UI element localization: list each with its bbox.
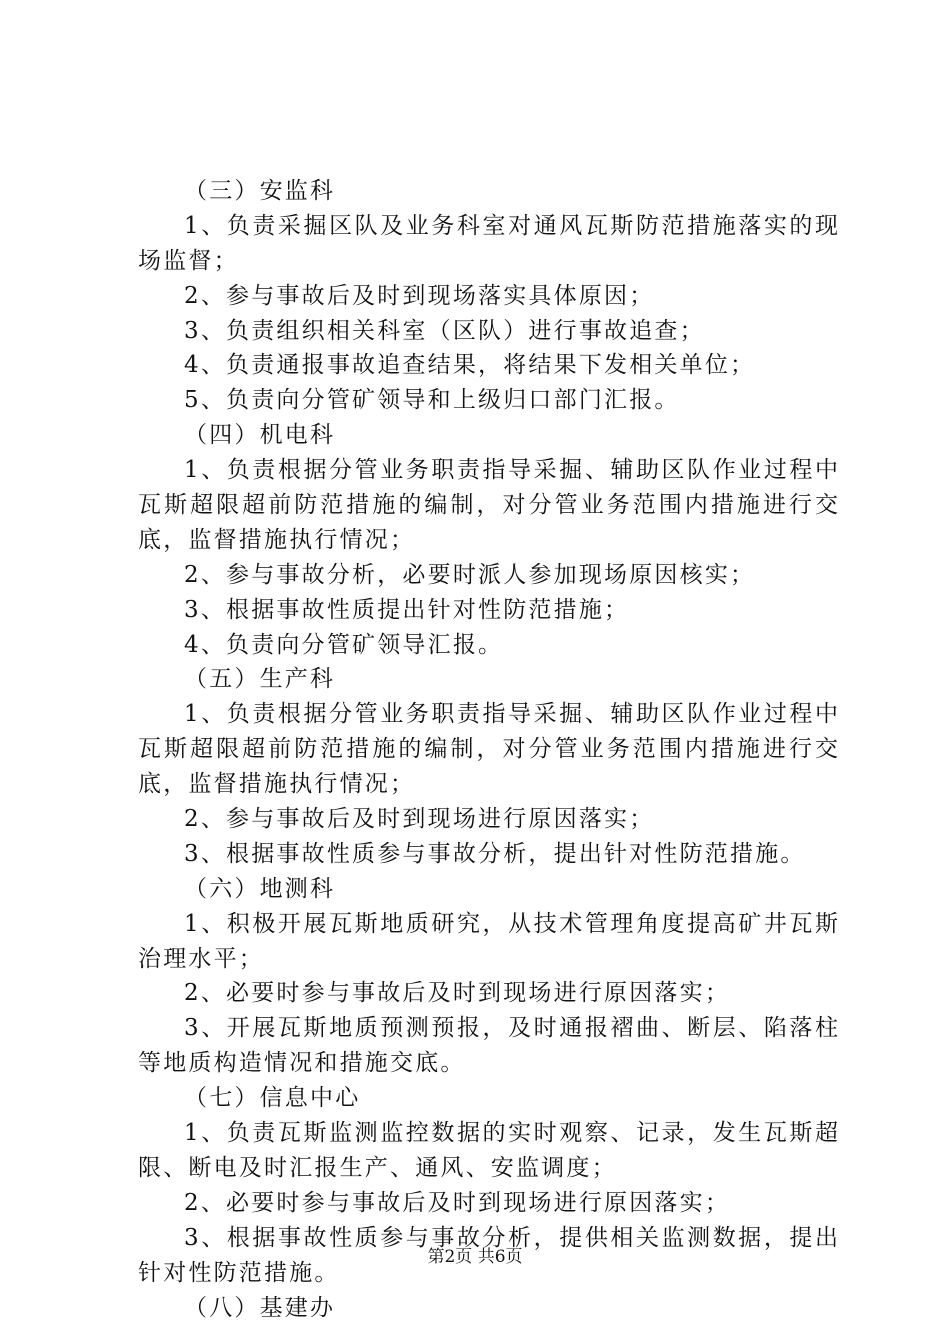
list-item: 2、必要时参与事故后及时到现场进行原因落实；: [184, 980, 731, 1007]
section-heading: （六）地测科: [184, 875, 336, 902]
section-heading: （四）机电科: [184, 422, 336, 449]
list-item-continuation: 瓦斯超限超前防范措施的编制，对分管业务范围内措施进行交: [138, 736, 838, 763]
list-item-continuation: 针对性防范措施。: [138, 1259, 340, 1286]
list-item: 3、开展瓦斯地质预测预报，及时通报褶曲、断层、陷落柱: [184, 1015, 838, 1042]
list-item: 3、根据事故性质参与事故分析，提供相关监测数据，提出: [184, 1224, 838, 1251]
list-item-continuation: 底，监督措施执行情况；: [138, 771, 416, 798]
list-item-continuation: 瓦斯超限超前防范措施的编制，对分管业务范围内措施进行交: [138, 492, 838, 519]
list-item: 4、负责向分管矿领导汇报。: [184, 631, 504, 658]
list-item: 4、负责通报事故追查结果，将结果下发相关单位；: [184, 352, 756, 379]
list-item: 3、根据事故性质参与事故分析，提出针对性防范措施。: [184, 840, 806, 867]
list-item-continuation: 底，监督措施执行情况；: [138, 526, 416, 553]
document-body: [138, 174, 838, 1325]
list-item-continuation: 等地质构造情况和措施交底。: [138, 1050, 466, 1077]
section-heading: （七）信息中心: [184, 1085, 361, 1112]
list-item-continuation: 场监督；: [138, 247, 239, 274]
list-item-continuation: 治理水平；: [138, 945, 264, 972]
list-item: 2、参与事故分析，必要时派人参加现场原因核实；: [184, 561, 756, 588]
list-item: 2、必要时参与事故后及时到现场进行原因落实；: [184, 1189, 731, 1216]
list-item: 1、负责采掘区队及业务科室对通风瓦斯防范措施落实的现: [184, 212, 838, 239]
list-item: 1、负责根据分管业务职责指导采掘、辅助区队作业过程中: [184, 457, 838, 484]
list-item: 3、负责组织相关科室（区队）进行事故追查；: [184, 317, 705, 344]
section-heading: （三）安监科: [184, 178, 336, 204]
list-item: 2、参与事故后及时到现场落实具体原因；: [184, 282, 655, 309]
page-footer: 第2页 共6页: [427, 1247, 523, 1267]
section-heading: （五）生产科: [184, 666, 336, 693]
list-item: 2、参与事故后及时到现场进行原因落实；: [184, 806, 655, 833]
list-item: 3、根据事故性质提出针对性防范措施；: [184, 596, 630, 623]
list-item-continuation: 限、断电及时汇报生产、通风、安监调度；: [138, 1154, 617, 1181]
list-item: 1、积极开展瓦斯地质研究，从技术管理角度提高矿井瓦斯: [184, 910, 838, 937]
section-heading: （八）基建办: [184, 1294, 336, 1321]
list-item: 1、负责瓦斯监测监控数据的实时观察、记录，发生瓦斯超: [184, 1120, 838, 1147]
list-item: 5、负责向分管矿领导和上级归口部门汇报。: [184, 387, 680, 414]
list-item: 1、负责根据分管业务职责指导采掘、辅助区队作业过程中: [184, 701, 838, 728]
